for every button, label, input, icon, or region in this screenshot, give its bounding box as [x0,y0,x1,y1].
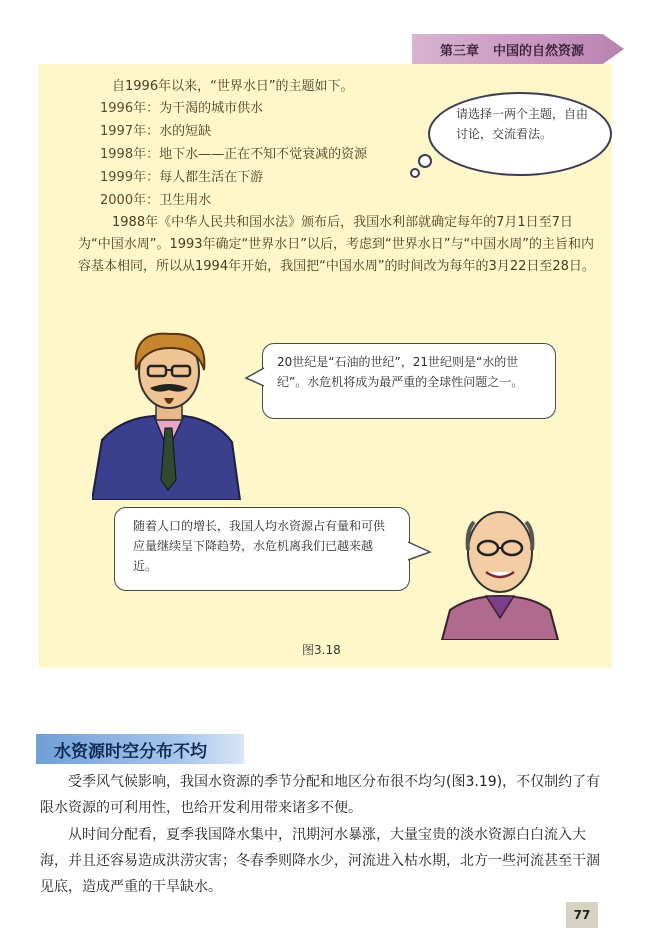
speech-bubble-water-century: 20世纪是“石油的世纪”，21世纪则是“水的世纪”。水危机将成为最严重的全球性问题之一。 [262,343,556,419]
panel-intro: 自1996年以来，“世界水日”的主题如下。 [112,79,354,94]
bald-man-illustration [440,500,560,640]
theme-year: 1999年： [100,170,160,185]
theme-item-2000 [100,191,211,211]
theme-text: 地下水——正在不知不觉衰减的资源 [159,147,368,162]
chapter-title: 中国的自然资源 [493,44,585,59]
theme-text: 为干渴的城市供水 [159,101,264,116]
theme-year: 2000年： [100,193,160,208]
chapter-header [440,40,598,59]
speech-bubble-water-crisis: 随着人口的增长，我国人均水资源占有量和可供应量继续呈下降趋势，水危机离我们已越来越近。 [114,507,410,591]
body-paragraph-1: 受季风气候影响，我国水资源的季节分配和地区分布很不均匀(图3.19)，不仅制约了有限水资源的可利用性，也给开发利用带来诸多不便。 [40,774,601,816]
theme-item-1998 [100,145,367,165]
theme-text: 卫生用水 [159,193,212,208]
speech-bubble-tail [244,366,266,388]
page-number: 77 [566,902,598,928]
theme-text: 水的短缺 [159,124,212,139]
cloud-tail-dot [418,154,432,168]
theme-item-1999 [100,168,263,188]
figure-caption: 图3.18 [302,643,341,657]
theme-year: 1997年： [100,124,160,139]
theme-year: 1998年： [100,147,160,162]
mustache-man-illustration [92,330,242,500]
theme-item-1996 [100,99,263,119]
water-week-history: 1988年《中华人民共和国水法》颁布后，我国水利部就确定每年的7月1日至7日为“中国水周”。1993年确定“世界水日”以后，考虑到“世界水日”与“中国水周”的主旨和内容基本相同，所以从1994年开始，我国把“中国水周”的时间改为每年的3月22日至28日。 [78,215,595,274]
discussion-prompt: 请选择一两个主题，自由讨论，交流看法。 [456,107,589,141]
theme-item-1997 [100,122,211,142]
chapter-number: 第三章 [440,44,480,59]
section-heading: 水资源时空分布不均 [54,742,207,762]
cloud-tail-dot [410,168,420,178]
theme-year: 1996年： [100,101,160,116]
theme-text: 每人都生活在下游 [159,170,264,185]
body-paragraph-2: 从时间分配看，夏季我国降水集中，汛期河水暴涨，大量宝贵的淡水资源白白流入大海，并且还容易造成洪涝灾害；冬春季则降水少，河流进入枯水期，北方一些河流甚至干涸见底，造成严重的干旱缺水。 [40,827,600,895]
speech-bubble-tail [406,540,432,564]
